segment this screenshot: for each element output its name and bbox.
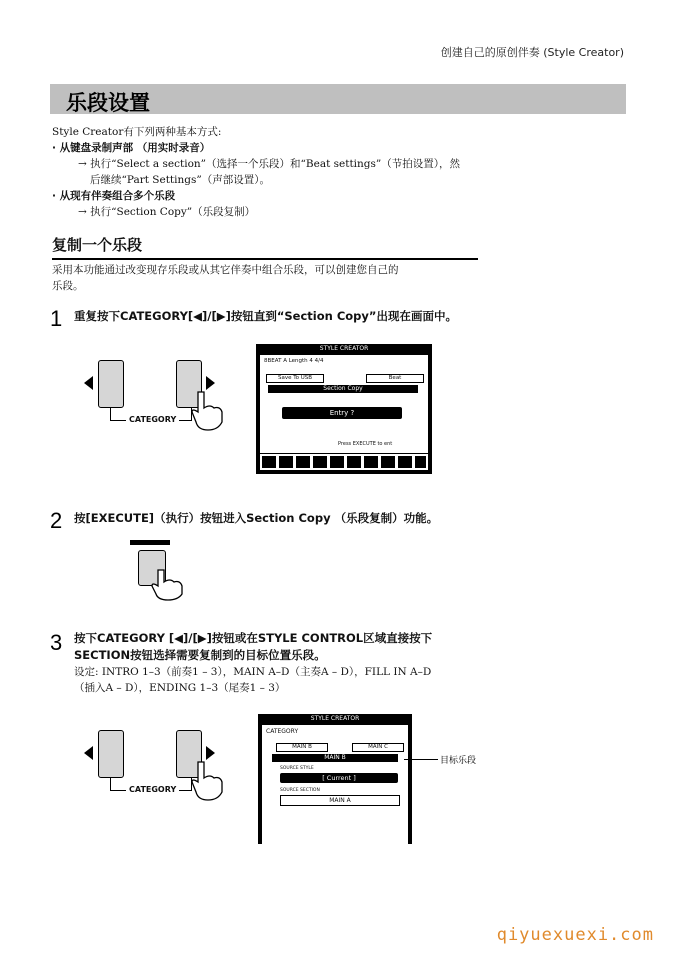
section-title: 乐段设置 [66, 91, 150, 115]
subsection-paragraph [52, 262, 478, 294]
intro-detail: → 执行“Section Copy”（乐段复制） [78, 206, 256, 218]
lcd-category: CATEGORY [266, 728, 299, 735]
step-number: 3 [50, 630, 63, 655]
step-text: 重复按下CATEGORY[◀]/[▶]按钮直到“Section Copy”出现在画面中。 [74, 309, 457, 323]
subsection-heading: 复制一个乐段 [52, 234, 478, 260]
left-section-tab[interactable]: MAIN B [276, 743, 328, 752]
step-settings: 设定: INTRO 1–3（前奏1 – 3），MAIN A–D（主奏A – D），FILL IN A–D [74, 666, 432, 678]
pointing-hand-icon [188, 390, 228, 432]
target-section-callout: 目标乐段 [440, 756, 477, 766]
target-section-highlight[interactable]: MAIN B [272, 754, 398, 762]
pointing-hand-icon [188, 760, 228, 802]
category-label: CATEGORY [126, 785, 179, 794]
site-watermark: qiyuexuexi.com [496, 925, 654, 945]
step-text: 按下CATEGORY [◀]/[▶]按钮或在STYLE CONTROL区域直接按下 [74, 631, 433, 645]
execute-button-illustration [130, 540, 190, 602]
section-title-bar [50, 84, 626, 114]
category-buttons-illustration-1 [84, 360, 244, 430]
step-number: 1 [50, 306, 63, 331]
source-section-value[interactable]: MAIN A [280, 795, 400, 806]
callout-line [404, 759, 438, 760]
category-left-button[interactable] [98, 730, 124, 778]
lcd-function-buttons [260, 454, 428, 470]
step-text: SECTION按钮选择需要复制到的目标位置乐段。 [74, 648, 326, 662]
step-3-text-block [74, 630, 494, 696]
category-left-button[interactable] [98, 360, 124, 408]
lcd-style-row: 8BEAT A Length 4 4/4 [264, 358, 324, 364]
source-style-value[interactable]: [ Current ] [280, 773, 398, 783]
category-buttons-illustration-2 [84, 730, 244, 800]
lcd-title: STYLE CREATOR [310, 715, 360, 722]
intro-line: Style Creator有下列两种基本方式: [52, 126, 222, 138]
entry-prompt: Entry ? [282, 407, 402, 419]
left-arrow-icon [84, 746, 93, 760]
intro-detail: → 执行“Select a section”（选择一个乐段）和“Beat settings”（节拍设置），然 [78, 158, 461, 170]
intro-bullet: · 从现有伴奏组合多个乐段 [52, 190, 176, 202]
intro-block [52, 124, 492, 220]
step-settings: （插入A – D），ENDING 1–3（尾奏1 – 3） [74, 682, 286, 694]
beat-tab[interactable]: Beat [366, 374, 424, 383]
pointing-hand-icon [150, 568, 190, 602]
execute-led [130, 540, 170, 545]
source-style-label: SOURCE STYLE [280, 766, 314, 771]
step-number: 2 [50, 508, 63, 533]
lcd-screen-2 [258, 714, 412, 844]
lcd-footer: Press EXECUTE to ent [338, 441, 393, 447]
right-arrow-icon [206, 746, 215, 760]
lcd-screen-1 [256, 344, 432, 474]
step-text: 按[EXECUTE]（执行）按钮进入Section Copy （乐段复制）功能。 [74, 511, 439, 525]
lcd-title: STYLE CREATOR [319, 345, 369, 352]
intro-detail: 后继续“Part Settings”（声部设置）。 [90, 174, 270, 186]
paragraph-line: 乐段。 [52, 280, 84, 292]
right-section-tab[interactable]: MAIN C [352, 743, 404, 752]
left-arrow-icon [84, 376, 93, 390]
save-to-usb-tab[interactable]: Save To USB [266, 374, 324, 383]
right-arrow-icon [206, 376, 215, 390]
section-copy-highlight[interactable]: Section Copy [268, 385, 418, 393]
source-section-label: SOURCE SECTION [280, 788, 320, 793]
paragraph-line: 采用本功能通过改变现存乐段或从其它伴奏中组合乐段，可以创建您自己的 [52, 264, 399, 276]
intro-bullet: · 从键盘录制声部 （用实时录音） [52, 142, 211, 154]
running-head: 创建自己的原创伴奏 (Style Creator) [440, 46, 624, 59]
category-label: CATEGORY [126, 415, 179, 424]
